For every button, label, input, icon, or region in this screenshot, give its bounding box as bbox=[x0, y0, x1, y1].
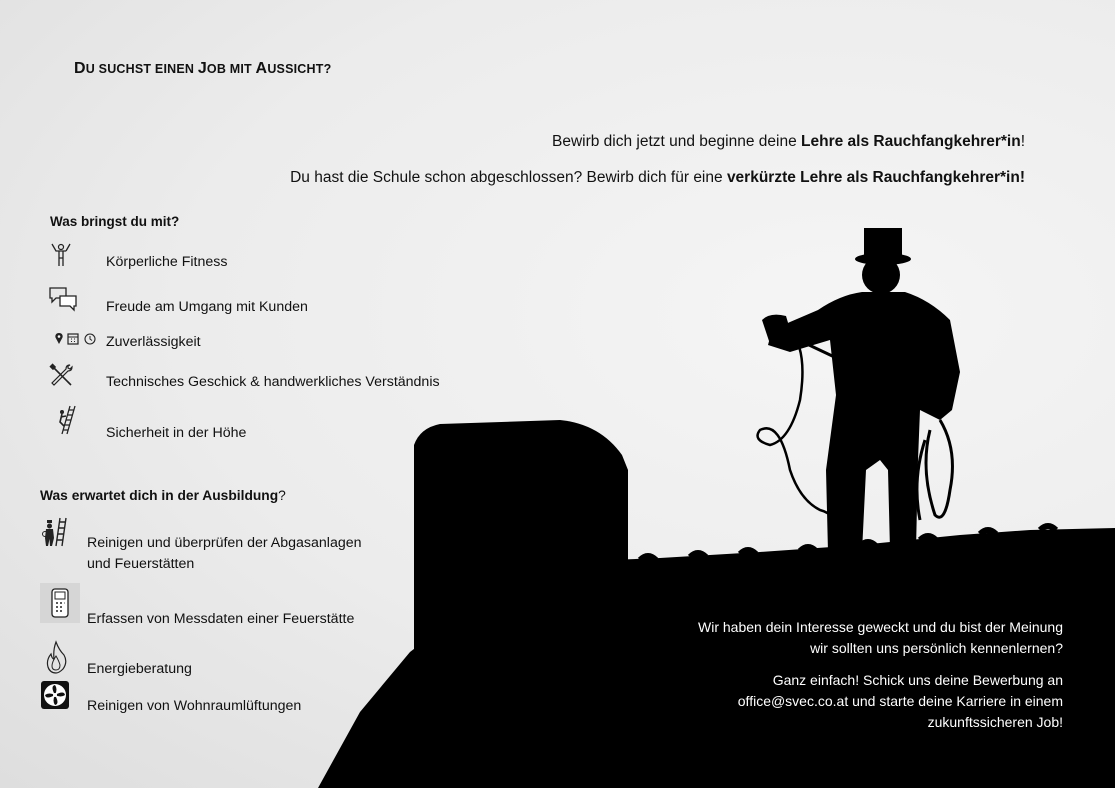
intro-line-apprenticeship: Bewirb dich jetzt und beginne deine Lehre als Rauchfangkehrer*in! bbox=[551, 133, 1025, 150]
ladder-climber-icon bbox=[56, 404, 78, 436]
requirements-heading: Was bringst du mit? bbox=[50, 214, 180, 229]
person-arms-up-icon bbox=[50, 242, 72, 268]
requirement-item-heights: Sicherheit in der Höhe bbox=[106, 425, 247, 441]
location-calendar-clock-icon bbox=[54, 332, 98, 346]
speech-bubbles-icon bbox=[48, 286, 78, 312]
intro-line-shortened-apprenticeship: Du hast die Schule schon abgeschlossen? Bewirb dich für eine verkürzte Lehre als Rauchfangkehrer*in! bbox=[290, 169, 1025, 186]
wrench-screwdriver-icon bbox=[48, 362, 74, 388]
training-item-energy-consulting: Energieberatung bbox=[87, 661, 192, 677]
training-item-exhaust-systems: Reinigen und überprüfen der Abgasanlagen und Feuerstätten bbox=[87, 535, 362, 572]
ventilation-fan-icon bbox=[40, 680, 70, 710]
requirement-item-fitness: Körperliche Fitness bbox=[106, 254, 228, 270]
training-item-ventilation-cleaning: Reinigen von Wohnraumlüftungen bbox=[87, 698, 302, 714]
training-item-measurement-data: Erfassen von Messdaten einer Feuerstätte bbox=[87, 611, 355, 627]
chimney-silhouette bbox=[414, 420, 628, 788]
requirement-item-customers: Freude am Umgang mit Kunden bbox=[106, 299, 308, 315]
page-title: DU SUCHST EINEN JOB MIT AUSSICHT? bbox=[74, 60, 332, 77]
flame-icon bbox=[44, 640, 68, 674]
chimney-sweep-ladder-icon bbox=[42, 516, 68, 548]
call-to-action-apply: Ganz einfach! Schick uns deine Bewerbung an office@svec.co.at und starte deine Karriere in einem zukunftssicheren Job! bbox=[737, 672, 1063, 730]
requirement-item-technical-skill: Technisches Geschick & handwerkliches Verständnis bbox=[106, 374, 440, 390]
requirement-item-reliability: Zuverlässigkeit bbox=[106, 334, 201, 350]
measuring-device-icon bbox=[51, 588, 69, 618]
training-heading: Was erwartet dich in der Ausbildung? bbox=[40, 488, 286, 503]
measuring-device-icon-box bbox=[40, 583, 80, 623]
call-to-action-interest: Wir haben dein Interesse geweckt und du bist der Meinung wir sollten uns persönlich kennenlernen? bbox=[698, 619, 1063, 656]
contact-email-text: office@svec.co.at und starte deine Karriere in einem bbox=[737, 693, 1063, 709]
